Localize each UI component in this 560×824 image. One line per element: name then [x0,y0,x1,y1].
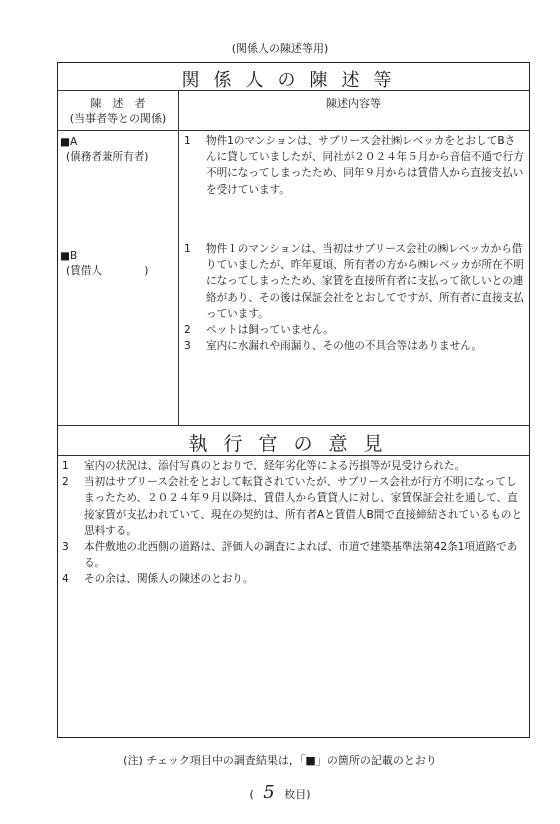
relation-header-line: (当事者等との関係) [69,112,167,125]
person-a-label [60,135,148,165]
item-number: 3 [184,340,191,353]
divider [58,455,529,456]
opinion-item [62,539,524,571]
column-divider [178,90,179,425]
speaker-column-header [58,96,178,126]
item-number: 4 [62,573,69,586]
item-text: 物件1のマンションは、サブリース会社㈱レベッカをとおしてBさんに貸していましたが、同社が２０２４年５月から音信不通で行方不明になってしまったため、同年９月からは賃借人から直接支払いを受けています。 [206,135,524,196]
item-text: 本件敷地の北西側の道路は、評価人の調査によれば、市道で建築基準法第42条1項道路である。 [84,541,518,570]
page-number-value: 5 [263,782,275,803]
opinion-item [62,458,524,474]
item-number: 1 [184,135,191,147]
opinion-section-title: 執行官の意見 [188,433,399,455]
item-text: その余は、関係人の陳述のとおり。 [84,573,254,586]
person-b-role: (賃借人 ) [66,265,149,277]
item-text: 当初はサブリース会社をとおして転貸されていたが、サブリース会社が行方不明になってしまったため、２０２４年９月以降は、賃借人から賃貸人に対し、家賃保証会社を通して、直接家賃が支払われていて、現在の契約は、所有者Aと賃借人B間で直接締結されているものと思料する。 [84,476,523,537]
opinion-item [62,571,524,587]
statement-item [184,338,524,354]
form-type-label: (関係人の陳述等用) [231,42,329,55]
divider [58,130,529,131]
page-label: 枚目) [284,788,311,801]
content-column-header: 陳述内容等 [326,97,381,110]
statement-item [184,322,524,338]
person-b-mark: ■B [60,250,78,262]
statement-item [184,241,524,322]
statements-section-title: 関係人の陳述等 [181,70,406,91]
person-a-mark: ■A [60,136,78,148]
statement-form [57,62,530,738]
item-number: 2 [184,324,191,337]
item-text: 室内に水漏れや雨漏り、その他の不具合等はありません。 [206,340,483,353]
item-number: 1 [184,243,191,255]
person-b-statement [184,241,524,354]
person-b-label [60,249,148,279]
divider [58,90,529,91]
item-number: 3 [62,541,69,554]
page-open-paren: ( [249,788,254,801]
item-text: 物件１のマンションは、当初はサブリース会社の㈱レベッカから借りていましたが、昨年夏頃、所有者の方から㈱レベッカが所在不明になってしまったため、家賃を直接所有者に支払って欲しいとの連絡があり、その後は保証会社をとおしてですが、所有者に直接支払っています。 [206,243,524,320]
item-number: 2 [62,476,69,489]
statement-item [184,133,524,198]
person-a-role: (債務者兼所有者) [66,151,149,163]
person-a-statement [184,133,524,198]
item-text: 室内の状況は、添付写真のとおりで、経年劣化等による汚損等が見受けられた。 [84,460,466,472]
speaker-header-line: 陳 述 者 [90,97,146,110]
footer-note: (注) チェック項目中の調査結果は，「■」の箇所の記載のとおり [123,754,437,767]
officer-opinion-list [62,458,524,588]
item-text: ペットは飼っていません。 [206,324,334,337]
item-number: 1 [62,460,69,472]
page-number [0,782,560,803]
divider [58,425,529,426]
opinion-item [62,474,524,539]
